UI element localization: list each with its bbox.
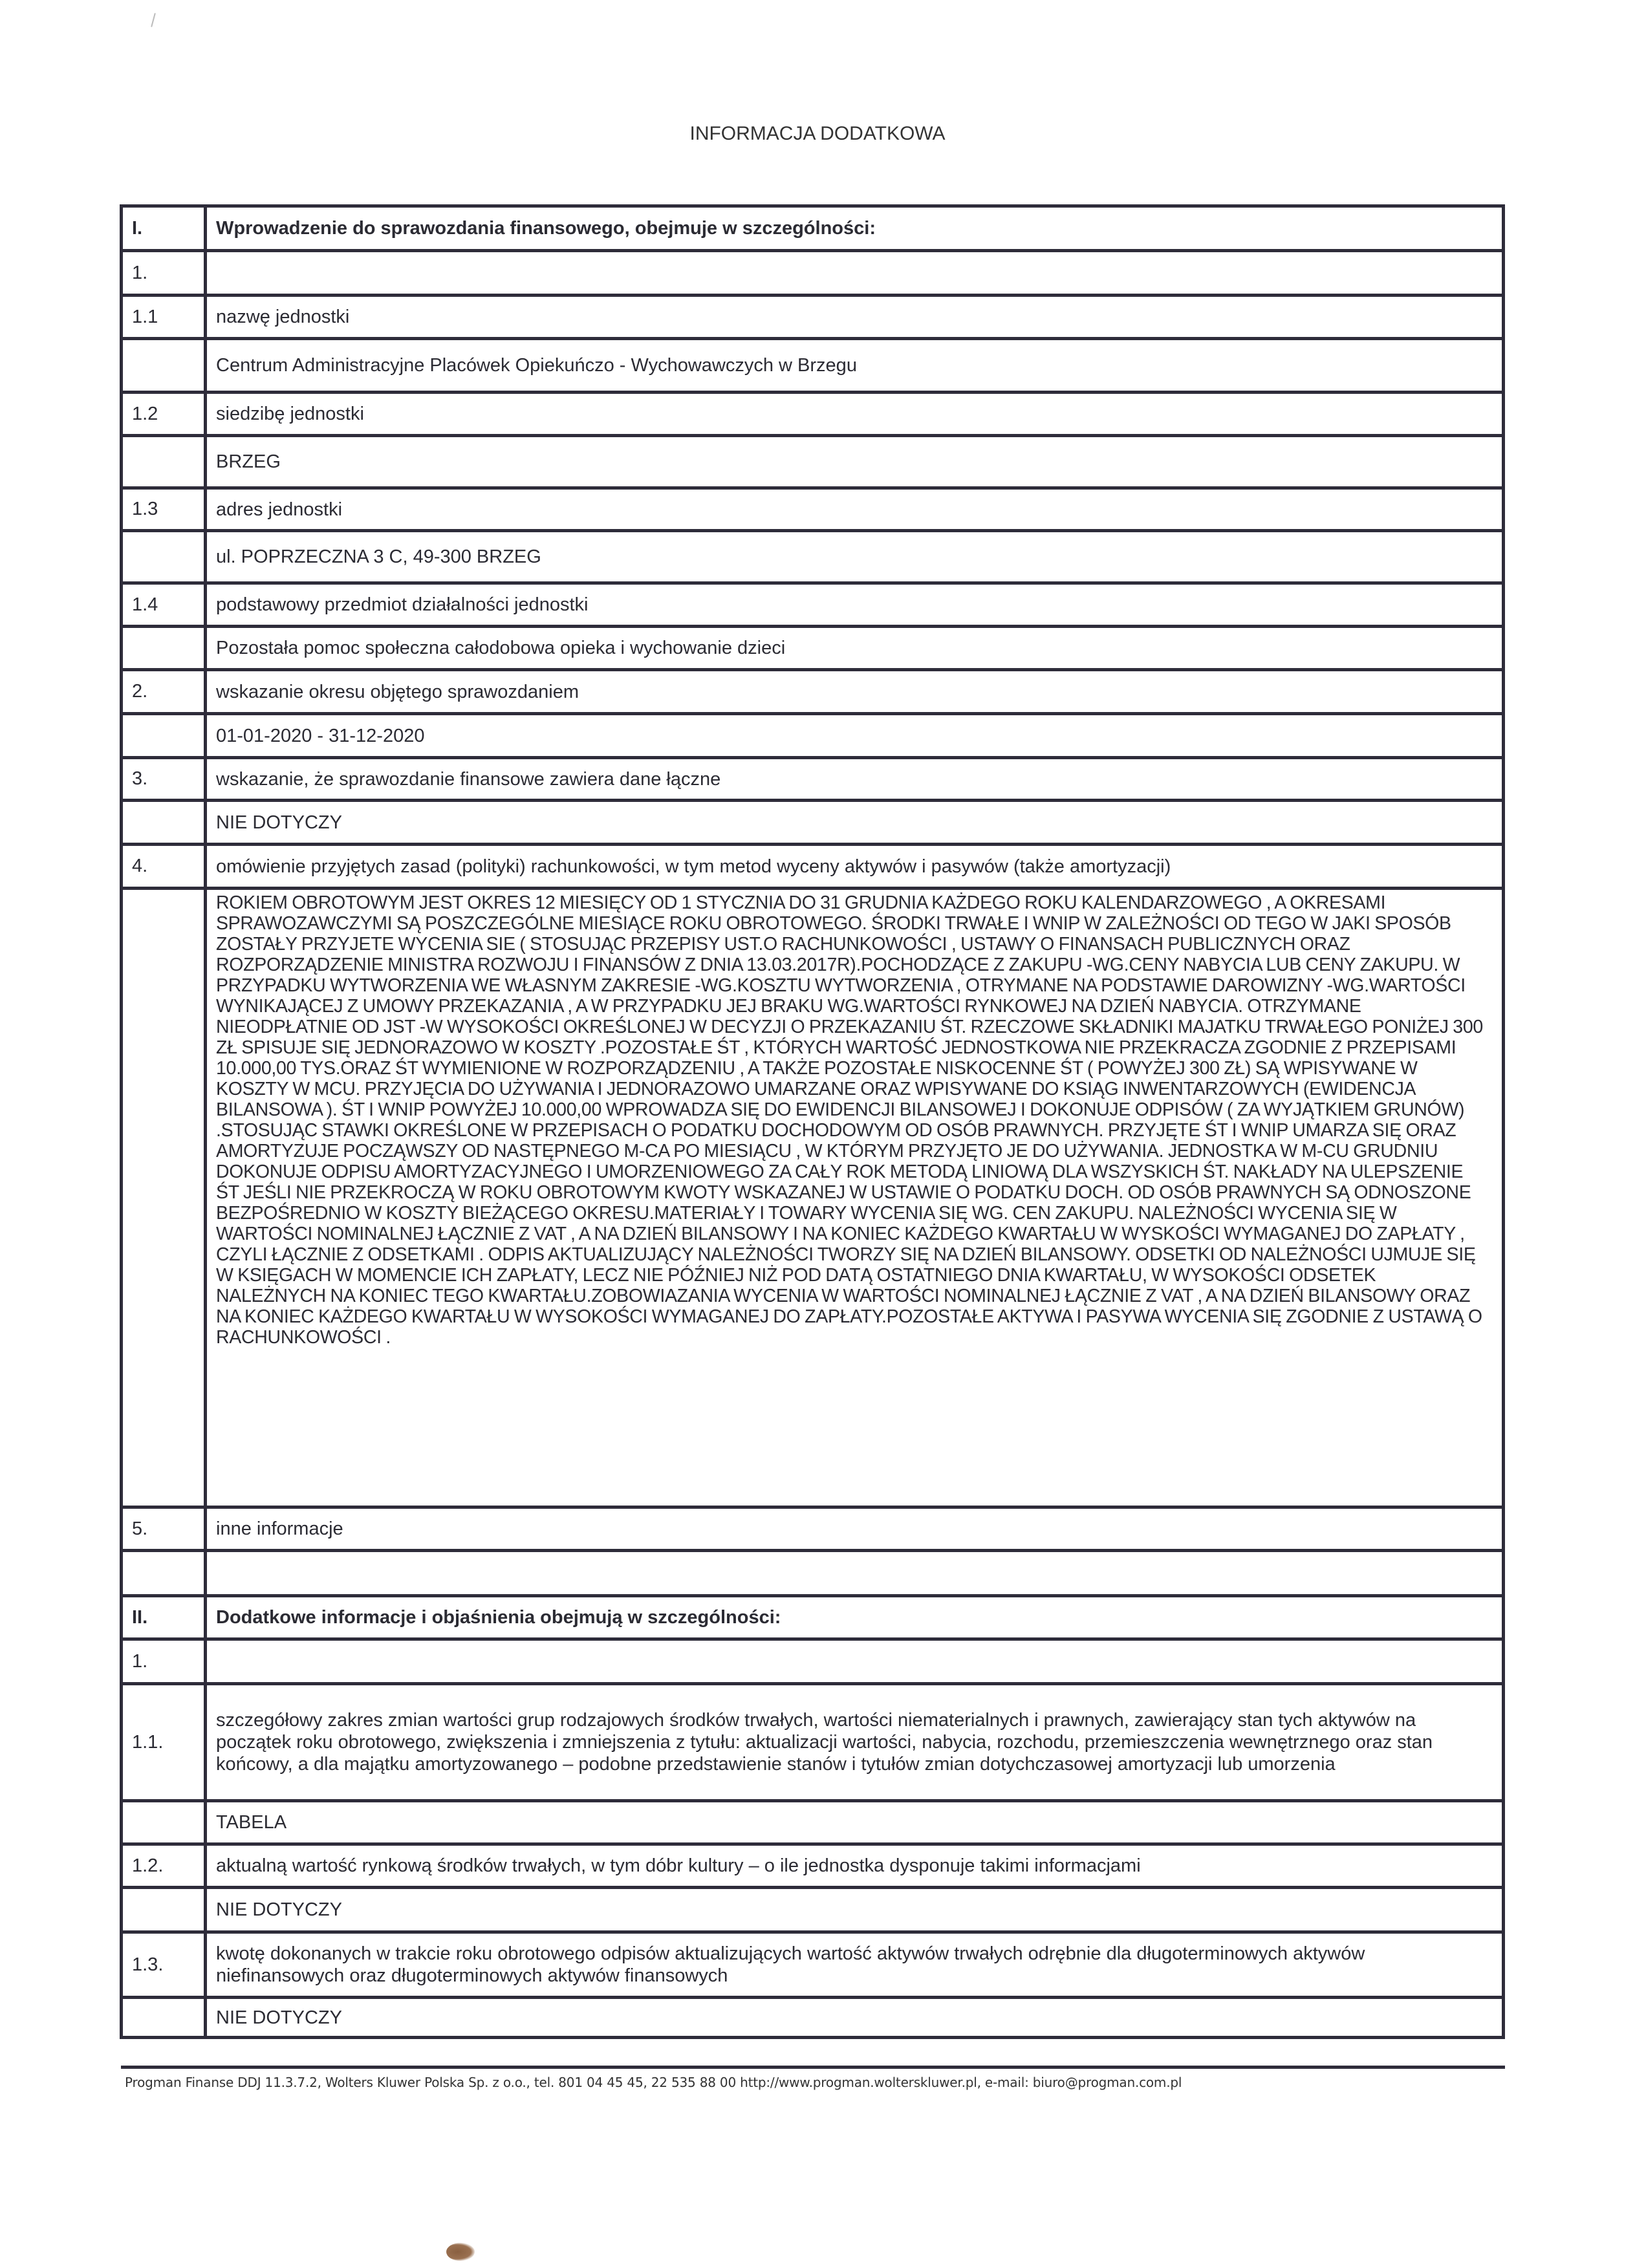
row-number <box>123 532 207 581</box>
section-heading: Wprowadzenie do sprawozdania finansowego, obejmuje w szczególności: <box>216 218 876 239</box>
table-row <box>123 625 1502 668</box>
table-row <box>123 337 1502 391</box>
row-number: II. <box>123 1597 207 1637</box>
period-value: 01-01-2020 - 31-12-2020 <box>216 725 425 746</box>
activity-value: Pozostała pomoc społeczna całodobowa opieka i wychowanie dzieci <box>216 638 786 658</box>
row-number: I. <box>123 208 207 249</box>
table-row <box>123 1637 1502 1682</box>
row-number: 1.1 <box>123 297 207 337</box>
combined-data-value: NIE DOTYCZY <box>216 812 342 833</box>
table-row-accounting-policy <box>123 887 1502 1506</box>
row-content <box>207 252 1502 294</box>
table-row <box>123 1886 1502 1930</box>
information-table <box>120 204 1505 2039</box>
row-label: szczegółowy zakres zmian wartości grup rodzajowych środków trwałych, wartości niematerialnych i prawnych, zawierający stan tych aktywów na początek roku obrotowego, zwiększenia i zmniejszenia z tytułu: aktualizacji wartości, nabycia, rozchodu, przemieszczenia wewnętrznego oraz stan końcowy, a dla majątku amortyzowanego – podobne przedstawienie stanów i tytułów zmian dotychczasowej amortyzacji lub umorzenia <box>216 1710 1433 1775</box>
row-label: podstawowy przedmiot działalności jednostki <box>216 594 589 615</box>
row-number <box>123 802 207 843</box>
row-label: kwotę dokonanych w trakcie roku obrotowego odpisów aktualizujących wartość aktywów trwałych odrębnie dla długoterminowych aktywów niefinansowych oraz długoterminowych aktywów finansowych <box>216 1943 1365 1986</box>
market-value-value: NIE DOTYCZY <box>216 1899 342 1920</box>
row-label: omówienie przyjętych zasad (polityki) rachunkowości, w tym metod wyceny aktywów i pasywów (także amortyzacji) <box>216 856 1171 877</box>
section-heading: Dodatkowe informacje i objaśnienia obejmują w szczególności: <box>216 1607 781 1628</box>
page-title: INFORMACJA DODATKOWA <box>689 123 946 144</box>
table-row <box>123 1842 1502 1886</box>
table-row <box>123 712 1502 756</box>
table-row-section-i <box>123 208 1502 249</box>
table-row <box>123 668 1502 712</box>
table-row <box>123 391 1502 434</box>
table-row <box>123 1549 1502 1594</box>
row-number: 1. <box>123 252 207 294</box>
table-row <box>123 529 1502 581</box>
scan-smudge <box>446 2243 475 2261</box>
row-number <box>123 1802 207 1842</box>
row-number <box>123 437 207 486</box>
table-row <box>123 294 1502 337</box>
accounting-policy-text: ROKIEM OBROTOWYM JEST OKRES 12 MIESIĘCY OD 1 STYCZNIA DO 31 GRUDNIA KAŻDEGO ROKU KALENDARZOWEGO , A OKRESAMI SPRAWOZAWCZYMI SĄ POSZCZEGÓLNE MIESIĄCE ROKU OBROTOWEGO. ŚRODKI TRWAŁE I WNIP W ZALEŻNOŚCI OD TEGO W JAKI SPOSÓB ZOSTAŁY PRZYJETE WYCENIA SIE ( STOSUJĄC PRZEPISY UST.O RACHUNKOWOŚCI , USTAWY O FINANSACH PUBLICZNYCH ORAZ ROZPORZĄDZENIE MINISTRA ROZWOJU I FINANSÓW Z DNIA 13.03.2017R).POCHODZĄCE Z ZAKUPU -WG.CENY NABYCIA LUB CENY ZAKUPU. W PRZYPADKU WYTWORZENIA WE WŁASNYM ZAKRESIE -WG.KOSZTU WYTWORZENIA , OTRYMANE NA PODSTAWIE DAROWIZNY -WG.WARTOŚCI WYNIKAJĄCEJ Z UMOWY PRZEKAZANIA , A W PRZYPADKU JEJ BRAKU WG.WARTOŚCI RYNKOWEJ NA DZIEŃ NABYCIA. OTRZYMANE NIEODPŁATNIE OD JST -W WYSOKOŚCI OKREŚLONEJ W DECYZJI O PRZEKAZANIU ŚT. RZECZOWE SKŁADNIKI MAJATKU TRWAŁEGO PONIŻEJ 300 ZŁ SPISUJE SIĘ JEDNORAZOWO W KOSZTY .POZOSTAŁE ŚT , KTÓRYCH WARTOŚĆ JEDNOSTKOWA NIE PRZEKRACZA ZGODNIE Z PRZEPISAMI 10.000,00 TYS.ORAZ ŚT WYMIENIONE W ROZPORZĄDZENIU , A TAKŻE POZOSTAŁE NISKOCENNE ŚT ( POWYŻEJ 300 ZŁ) SĄ WPISYWANE W KOSZTY W MCU. PRZYJĘCIA DO UŻYWANIA I JEDNORAZOWO UMARZANE ORAZ WPISYWANE DO KSIĄG INWENTARZOWYCH (EWIDENCJA BILANSOWA ). ŚT I WNIP POWYŻEJ 10.000,00 WPROWADZA SIĘ DO EWIDENCJI BILANSOWEJ I DOKONUJE ODPISÓW ( ZA WYJĄTKIEM GRUNÓW) .STOSUJĄC STAWKI OKREŚLONE W PRZEPISACH O PODATKU DOCHODOWYM OD OSÓB PRAWNYCH. PRZYJĘTE ŚT I WNIP UMARZA SIĘ ORAZ AMORTYZUJE POCZĄWSZY OD NASTĘPNEGO M-CA PO MIESIĄCU , W KTÓRYM PRZYJĘTO JE DO UŻYWANIA. JEDNOSTKA W M-CU GRUDNIU DOKONUJE ODPISU AMORTYZACYJNEGO I UMORZENIOWEGO ZA CAŁY ROK METODĄ LINIOWĄ DLA WSZYSKICH ŚT. NAKŁADY NA ULEPSZENIE ŚT JEŚLI NIE PRZEKROCZĄ W ROKU OBROTOWYM KWOTY WSKAZANEJ W USTAWIE O PODATKU DOCH. OD OSÓB PRAWNYCH SĄ ODNOSZONE BEZPOŚREDNIO W KOSZTY BIEŻĄCEGO OKRESU.MATERIAŁY I TOWARY WYCENIA SIĘ WG. CEN ZAKUPU. NALEŻNOŚCI WYCENIA SIĘ W WARTOŚCI NOMINALNEJ ŁĄCZNIE Z VAT , A NA DZIEŃ BILANSOWY I NA KONIEC KAŻDEGO KWARTAŁU W WYSKOŚCI WYMAGANEJ DO ZAPŁATY , CZYLI ŁĄCZNIE Z ODSETKAMI . ODPIS AKTUALIZUJĄCY NALEŻNOŚCI TWORZY SIĘ NA DZIEŃ BILANSOWY. ODSETKI OD NALEŻNOŚCI UJMUJE SIĘ W KSIĘGACH W MOMENCIE ICH ZAPŁATY, LECZ NIE PÓŹNIEJ NIŻ POD DATĄ OSTATNIEGO DNIA KWARTAŁU, W WYSOKOŚCI ODSETEK NALEŻNYCH NA KONIEC TEGO KWARTAŁU.ZOBOWIAZANIA WYCENIA W WARTOŚCI NOMINALNEJ ŁĄCZNIE Z VAT , A NA DZIEŃ BILANSOWY ORAZ NA KONIEC KAŻDEGO KWARTAŁU W WYSOKOŚCI WYMAGANEJ DO ZAPŁATY.POZOSTAŁE AKTYWA I PASYWA WYCENIA SIĘ ZGODNIE Z USTAWĄ O RACHUNKOWOŚCI . <box>216 892 1483 1348</box>
row-number <box>123 1889 207 1930</box>
row-label: nazwę jednostki <box>216 307 350 327</box>
row-number <box>123 890 207 1506</box>
table-row <box>123 249 1502 294</box>
table-row <box>123 756 1502 799</box>
table-row <box>123 843 1502 887</box>
seat-value: BRZEG <box>216 451 281 472</box>
table-row <box>123 486 1502 529</box>
scan-artifact-mark <box>151 13 156 27</box>
row-number <box>123 628 207 668</box>
row-number: 1. <box>123 1641 207 1682</box>
row-content <box>207 1641 1502 1682</box>
row-number: 2. <box>123 671 207 712</box>
table-row <box>123 581 1502 625</box>
row-label: adres jednostki <box>216 499 343 520</box>
table-reference-value: TABELA <box>216 1812 287 1833</box>
address-value: ul. POPRZECZNA 3 C, 49-300 BRZEG <box>216 546 541 567</box>
row-number: 1.2 <box>123 394 207 434</box>
table-row <box>123 799 1502 843</box>
footer-text: Progman Finanse DDJ 11.3.7.2, Wolters Kluwer Polska Sp. z o.o., tel. 801 04 45 45, 22 535 88 00 http://www.progman.wolterskluwer.pl, e-mail: biuro@progman.com.pl <box>125 2075 1182 2090</box>
row-label: aktualną wartość rynkową środków trwałych, w tym dóbr kultury – o ile jednostka dysponuje takimi informacjami <box>216 1855 1141 1876</box>
row-number: 1.3. <box>123 1934 207 1996</box>
row-number: 5. <box>123 1509 207 1549</box>
other-info-value <box>207 1552 1502 1594</box>
impairment-value: NIE DOTYCZY <box>216 2007 342 2028</box>
table-row <box>123 1799 1502 1842</box>
table-row <box>123 1506 1502 1549</box>
row-number: 1.3 <box>123 490 207 529</box>
row-label: siedzibę jednostki <box>216 404 364 424</box>
table-row <box>123 434 1502 486</box>
row-number: 4. <box>123 846 207 887</box>
row-number <box>123 1552 207 1594</box>
row-number: 3. <box>123 759 207 799</box>
row-number <box>123 340 207 391</box>
row-label: inne informacje <box>216 1518 343 1539</box>
row-number <box>123 1999 207 2036</box>
row-number: 1.1. <box>123 1685 207 1799</box>
row-number <box>123 715 207 756</box>
table-row-section-ii <box>123 1594 1502 1637</box>
row-label: wskazanie okresu objętego sprawozdaniem <box>216 681 579 702</box>
table-row <box>123 1682 1502 1799</box>
table-row <box>123 1996 1502 2036</box>
row-number: 1.2. <box>123 1846 207 1886</box>
footer-divider <box>121 2066 1505 2069</box>
row-number: 1.4 <box>123 585 207 625</box>
row-label: wskazanie, że sprawozdanie finansowe zawiera dane łączne <box>216 768 721 790</box>
entity-name-value: Centrum Administracyjne Placówek Opiekuńczo - Wychowawczych w Brzegu <box>216 355 857 376</box>
table-row <box>123 1930 1502 1996</box>
